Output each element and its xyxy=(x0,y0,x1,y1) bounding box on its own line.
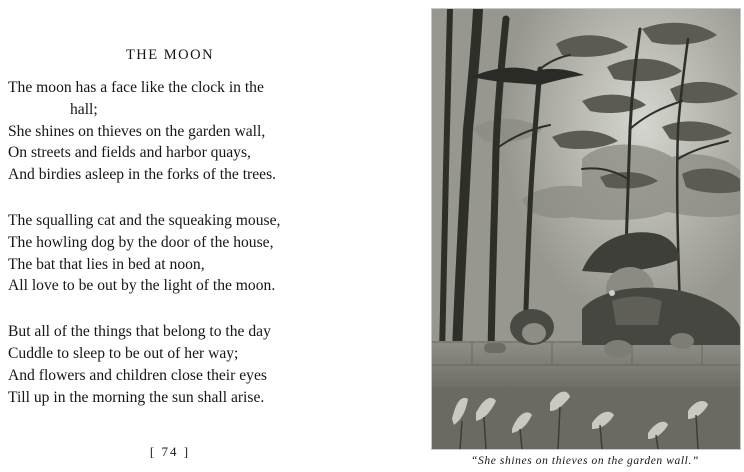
poem-line: She shines on thieves on the garden wall, xyxy=(8,122,266,140)
poem-line: And birdies asleep in the forks of the trees. xyxy=(8,166,277,184)
poem-body xyxy=(8,77,338,432)
poem-line: hall; xyxy=(70,100,98,118)
poem-stanza xyxy=(8,210,338,297)
poem-line: Cuddle to sleep to be out of her way; xyxy=(8,344,239,362)
poem-line: On streets and fields and harbor quays, xyxy=(8,144,251,162)
garden-wall xyxy=(432,341,740,387)
poem-line: Till up in the morning the sun shall arise. xyxy=(8,388,265,406)
garden-wall-illustration xyxy=(432,9,740,449)
poem-line: The squalling cat and the squeaking mouse, xyxy=(8,211,281,229)
illustration-caption: “She shines on thieves on the garden wall.” xyxy=(471,455,699,467)
illustration-plate xyxy=(431,8,741,450)
poem-line: The bat that lies in bed at noon, xyxy=(8,255,205,273)
poem-stanza xyxy=(8,321,338,408)
poem-line: All love to be out by the light of the moon. xyxy=(8,277,276,295)
poem-line: But all of the things that belong to the day xyxy=(8,323,271,341)
poem-line: The moon has a face like the clock in the xyxy=(8,79,264,96)
poem-stanza xyxy=(8,77,338,186)
poem-line: And flowers and children close their eyes xyxy=(8,366,267,384)
page-number: [ 74 ] xyxy=(149,444,191,459)
poem-title: THE MOON xyxy=(125,47,215,63)
poem-line: The howling dog by the door of the house, xyxy=(8,233,274,251)
